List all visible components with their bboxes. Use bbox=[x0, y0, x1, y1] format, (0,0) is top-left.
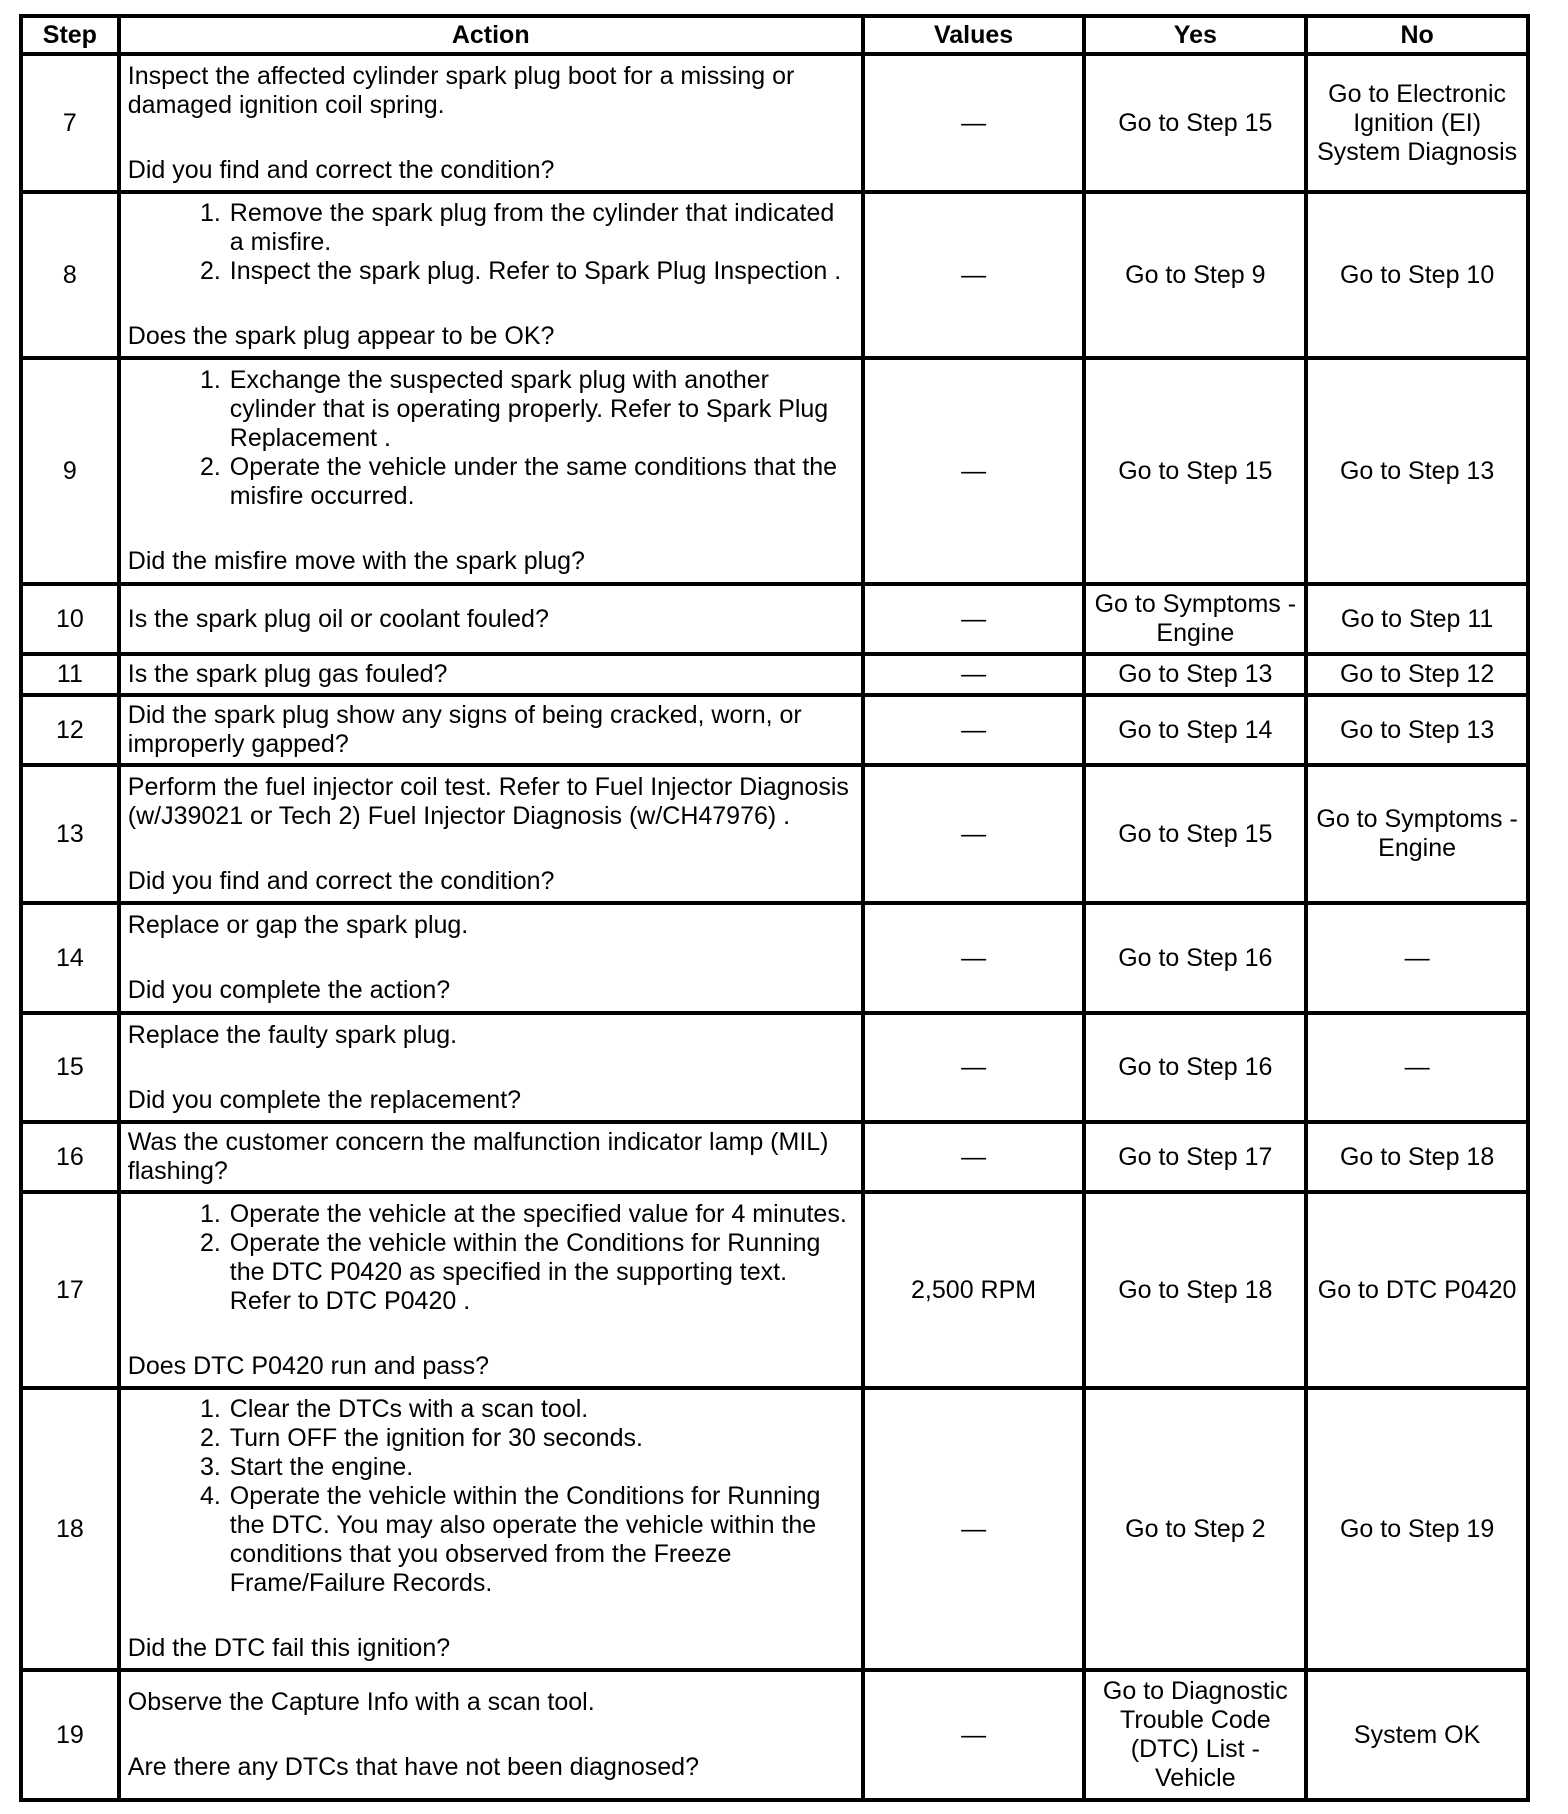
yes-cell: Go to Step 14 bbox=[1084, 695, 1306, 765]
yes-cell: Go to Step 17 bbox=[1084, 1122, 1306, 1192]
yes-cell: Go to Step 9 bbox=[1084, 192, 1306, 358]
action-question: Did the misfire move with the spark plug? bbox=[127, 547, 585, 575]
action-text: Is the spark plug gas fouled? bbox=[119, 654, 863, 695]
yes-cell: Go to Symptoms - Engine bbox=[1084, 584, 1306, 654]
value-cell: — bbox=[863, 584, 1085, 654]
action-text: Replace the faulty spark plug. bbox=[127, 1020, 458, 1049]
step-number: 11 bbox=[21, 654, 119, 695]
value-cell: — bbox=[863, 1122, 1085, 1192]
table-row bbox=[21, 358, 1528, 584]
table-row bbox=[21, 654, 1528, 695]
action-step: 2. Turn OFF the ignition for 30 seconds. bbox=[228, 1424, 854, 1453]
action-cell bbox=[119, 903, 863, 1013]
action-step: 1. Operate the vehicle at the specified value for 4 minutes. bbox=[228, 1200, 854, 1229]
action-question: Did you complete the replacement? bbox=[127, 1085, 522, 1114]
action-steps bbox=[128, 1395, 854, 1598]
table-row bbox=[21, 584, 1528, 654]
table-row bbox=[21, 903, 1528, 1013]
value-cell: — bbox=[863, 54, 1085, 192]
action-text: Observe the Capture Info with a scan tool. bbox=[127, 1688, 595, 1716]
action-cell bbox=[119, 1192, 863, 1388]
value-cell: — bbox=[863, 1670, 1085, 1800]
yes-cell: Go to Step 16 bbox=[1084, 903, 1306, 1013]
value-cell: — bbox=[863, 1013, 1085, 1122]
action-cell bbox=[119, 358, 863, 584]
header-action: Action bbox=[119, 16, 863, 54]
action-text: Was the customer concern the malfunction indicator lamp (MIL) flashing? bbox=[119, 1122, 863, 1192]
header-no: No bbox=[1306, 16, 1528, 54]
yes-cell: Go to Step 16 bbox=[1084, 1013, 1306, 1122]
yes-cell: Go to Step 18 bbox=[1084, 1192, 1306, 1388]
value-cell: — bbox=[863, 192, 1085, 358]
action-question: Does DTC P0420 run and pass? bbox=[127, 1351, 490, 1380]
table-row bbox=[21, 695, 1528, 765]
no-cell: Go to Step 18 bbox=[1306, 1122, 1528, 1192]
step-number: 14 bbox=[21, 903, 119, 1013]
header-row bbox=[21, 16, 1528, 54]
action-steps bbox=[128, 199, 854, 286]
action-cell bbox=[119, 1013, 863, 1122]
yes-cell: Go to Step 15 bbox=[1084, 358, 1306, 584]
table-row bbox=[21, 192, 1528, 358]
action-question: Does the spark plug appear to be OK? bbox=[127, 322, 555, 350]
action-question: Did you find and correct the condition? bbox=[127, 155, 555, 184]
action-cell bbox=[119, 192, 863, 358]
value-cell: 2,500 RPM bbox=[863, 1192, 1085, 1388]
step-number: 18 bbox=[21, 1388, 119, 1670]
table-row bbox=[21, 1192, 1528, 1388]
step-number: 8 bbox=[21, 192, 119, 358]
action-step: 1. Remove the spark plug from the cylinder that indicated a misfire. bbox=[228, 199, 854, 257]
action-step: 1. Exchange the suspected spark plug with another cylinder that is operating properly. Refer to Spark Plug Replacement . bbox=[228, 366, 854, 453]
no-cell: Go to DTC P0420 bbox=[1306, 1192, 1528, 1388]
value-cell: — bbox=[863, 903, 1085, 1013]
step-number: 10 bbox=[21, 584, 119, 654]
table-row bbox=[21, 1388, 1528, 1670]
action-text: Replace or gap the spark plug. bbox=[127, 911, 469, 939]
action-step: 3. Start the engine. bbox=[228, 1453, 854, 1482]
step-number: 15 bbox=[21, 1013, 119, 1122]
action-text: Inspect the affected cylinder spark plug boot for a missing or damaged ignition coil spring. bbox=[127, 61, 795, 119]
action-steps bbox=[128, 366, 854, 511]
step-number: 13 bbox=[21, 765, 119, 903]
value-cell: — bbox=[863, 695, 1085, 765]
table-row bbox=[21, 1670, 1528, 1800]
no-cell: — bbox=[1306, 903, 1528, 1013]
action-step: 2. Operate the vehicle under the same conditions that the misfire occurred. bbox=[228, 453, 854, 511]
value-cell: — bbox=[863, 358, 1085, 584]
no-cell: Go to Symptoms - Engine bbox=[1306, 765, 1528, 903]
action-text: Did the spark plug show any signs of being cracked, worn, or improperly gapped? bbox=[119, 695, 863, 765]
action-step: 2. Operate the vehicle within the Conditions for Running the DTC P0420 as specified in the supporting text. Refer to DTC P0420 . bbox=[228, 1229, 854, 1316]
action-cell bbox=[119, 765, 863, 903]
header-step: Step bbox=[21, 16, 119, 54]
no-cell: Go to Step 11 bbox=[1306, 584, 1528, 654]
action-cell bbox=[119, 1670, 863, 1800]
action-question: Did you find and correct the condition? bbox=[127, 866, 555, 895]
value-cell: — bbox=[863, 765, 1085, 903]
action-question: Did you complete the action? bbox=[127, 976, 451, 1004]
action-steps bbox=[128, 1200, 854, 1316]
action-text: Perform the fuel injector coil test. Refer to Fuel Injector Diagnosis (w/J39021 or Tech 2) Fuel Injector Diagnosis (w/CH47976) . bbox=[127, 772, 849, 830]
no-cell: Go to Step 13 bbox=[1306, 358, 1528, 584]
table-row bbox=[21, 1122, 1528, 1192]
action-cell bbox=[119, 1388, 863, 1670]
step-number: 12 bbox=[21, 695, 119, 765]
yes-cell: Go to Step 15 bbox=[1084, 765, 1306, 903]
action-text: Is the spark plug oil or coolant fouled? bbox=[119, 584, 863, 654]
no-cell: Go to Step 19 bbox=[1306, 1388, 1528, 1670]
table-row bbox=[21, 765, 1528, 903]
action-cell bbox=[119, 54, 863, 192]
no-cell: Go to Step 12 bbox=[1306, 654, 1528, 695]
step-number: 16 bbox=[21, 1122, 119, 1192]
step-number: 17 bbox=[21, 1192, 119, 1388]
action-step: 2. Inspect the spark plug. Refer to Spark Plug Inspection . bbox=[228, 257, 854, 286]
action-step: 4. Operate the vehicle within the Conditions for Running the DTC. You may also operate the vehicle within the conditions that you observed from the Freeze Frame/Failure Records. bbox=[228, 1482, 854, 1598]
value-cell: — bbox=[863, 1388, 1085, 1670]
header-values: Values bbox=[863, 16, 1085, 54]
yes-cell: Go to Step 15 bbox=[1084, 54, 1306, 192]
yes-cell: Go to Step 13 bbox=[1084, 654, 1306, 695]
step-number: 19 bbox=[21, 1670, 119, 1800]
no-cell: Go to Electronic Ignition (EI) System Diagnosis bbox=[1306, 54, 1528, 192]
action-step: 1. Clear the DTCs with a scan tool. bbox=[228, 1395, 854, 1424]
step-number: 7 bbox=[21, 54, 119, 192]
no-cell: — bbox=[1306, 1013, 1528, 1122]
step-number: 9 bbox=[21, 358, 119, 584]
no-cell: System OK bbox=[1306, 1670, 1528, 1800]
diagnostic-table bbox=[19, 14, 1530, 1802]
no-cell: Go to Step 10 bbox=[1306, 192, 1528, 358]
yes-cell: Go to Step 2 bbox=[1084, 1388, 1306, 1670]
value-cell: — bbox=[863, 654, 1085, 695]
no-cell: Go to Step 13 bbox=[1306, 695, 1528, 765]
table-row bbox=[21, 54, 1528, 192]
yes-cell: Go to Diagnostic Trouble Code (DTC) List - Vehicle bbox=[1084, 1670, 1306, 1800]
header-yes: Yes bbox=[1084, 16, 1306, 54]
action-question: Are there any DTCs that have not been diagnosed? bbox=[127, 1753, 699, 1781]
table-row bbox=[21, 1013, 1528, 1122]
action-question: Did the DTC fail this ignition? bbox=[127, 1634, 451, 1662]
